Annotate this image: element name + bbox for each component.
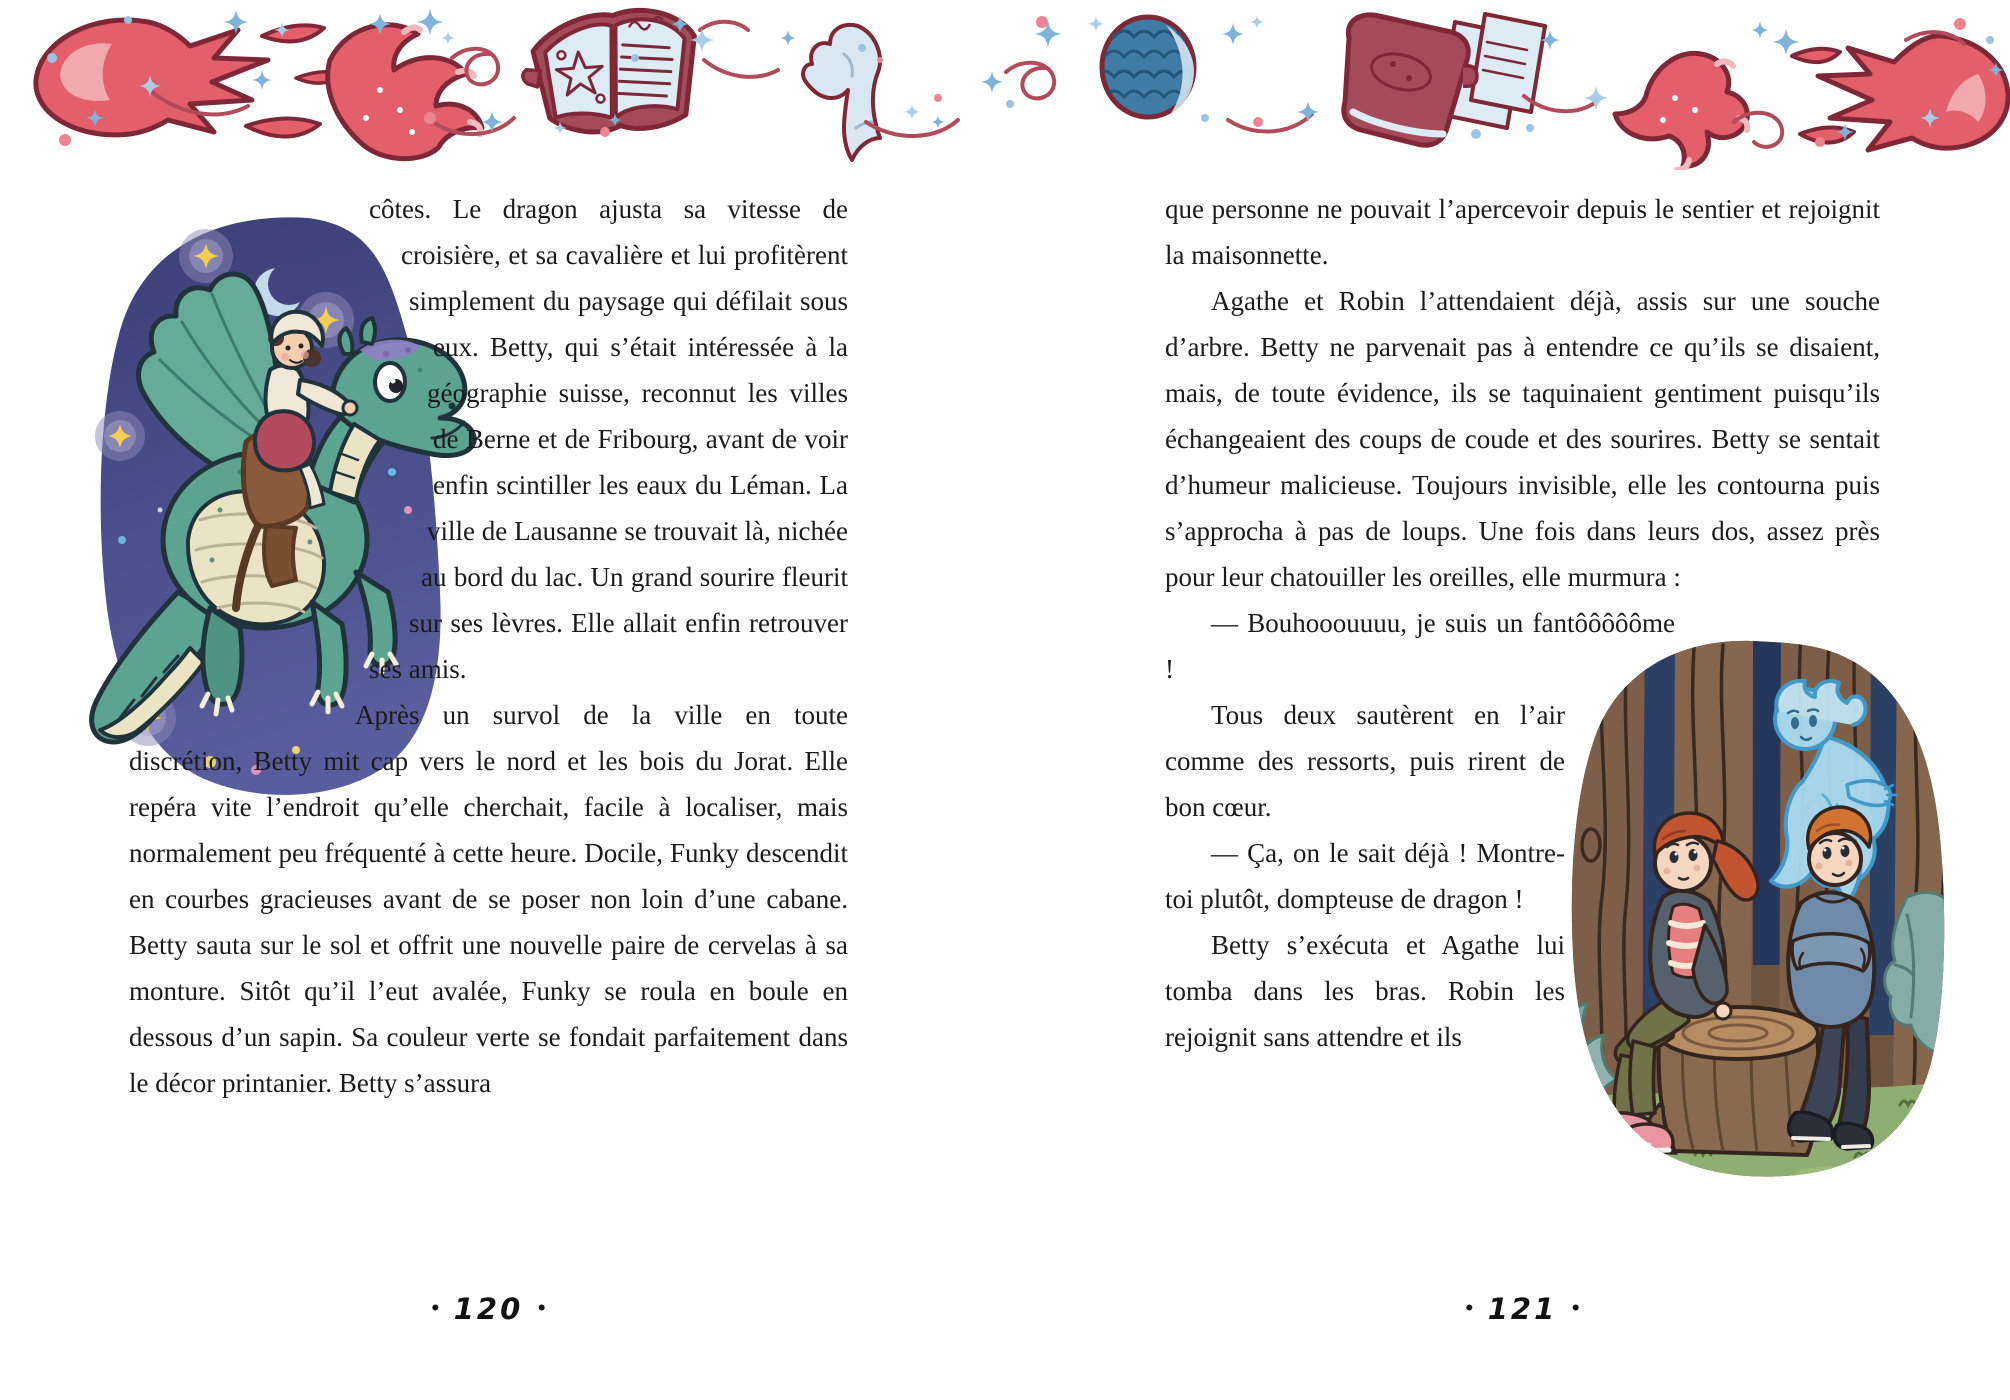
body-paragraph: Tous deux sautèrent en l’air comme des ressorts, puis rirent de bon cœur. (1165, 700, 1565, 822)
dragon-egg-icon (1094, 17, 1194, 117)
flame-comet-icon (36, 20, 342, 137)
dialogue-paragraph: — Bouhooouuuu, je suis un fantôôôôôme ! (1165, 608, 1675, 684)
body-paragraph: Agathe et Robin l’attendaient déjà, assis sur une souche d’arbre. Betty ne parvenait pas à entendre ce qu’ils se disaient, mais, de toute évidence, ils se taquinaient gentiment puisqu’ils échangeaient des coups de coude et des sourires. Betty se sentait d’humeur malicieuse. Toujours invisible, elle les contourna puis s’approcha à pas de loups. Une fois dans leurs dos, assez près pour leur chatouiller les oreilles, elle murmura : (1165, 286, 1880, 592)
closed-book-icon (1344, 14, 1545, 145)
body-paragraph: Après un survol de la ville en toute discrétion, Betty mit cap vers le nord et les bois du Jorat. Elle repéra vite l’endroit qu’elle cherchait, facile à localiser, mais normalement peu fréquenté à cette heure. Docile, Funky descendit en courbes gracieuses avant de se poser non loin d’une cabane. Betty sauta sur le sol et offrit une nouvelle paire de cervelas à sa monture. Sitôt qu’il l’eut avalée, Funky se roula en boule en dessous d’un sapin. Sa couleur verte se fondait parfaitement dans le décor printanier. Betty s’assura (129, 700, 848, 1098)
white-dragon-icon (803, 25, 880, 160)
page-number-value: 120 (453, 1292, 524, 1326)
dialogue-paragraph: — Ça, on le sait déjà ! Montre-toi plutôt, dompteuse de dragon ! (1165, 838, 1565, 914)
page-number-value: 121 (1487, 1292, 1558, 1326)
body-paragraph: Betty s’exécuta et Agathe lui tomba dans les bras. Robin les rejoignit sans attendre et ils (1165, 930, 1565, 1052)
body-paragraph: que personne ne pouvait l’apercevoir depuis le sentier et rejoignit la maisonnette. (1165, 194, 1880, 270)
text-wrap-spacer (1565, 600, 1880, 1198)
open-spellbook-icon (519, 6, 701, 136)
red-dragon-icon (328, 25, 482, 159)
page-number-dot: • (1570, 1299, 1582, 1319)
page-number-dot: • (1463, 1299, 1475, 1319)
flame-comet-right-icon (1792, 36, 2008, 150)
page-number-right (1165, 1292, 1880, 1326)
page-number-left (129, 1292, 848, 1326)
body-paragraph: côtes. Le dragon ajusta sa vitesse de croisière, et sa cavalière et lui profitèrent simplement du paysage qui défilait sous eux. Betty, qui s’était intéressée à la géographie suisse, reconnut les villes de Berne et de Fribourg, avant de voir enfin scintiller les eaux du Léman. La ville de Lausanne se trouvait là, nichée au bord du lac. Un grand sourire fleurit sur ses lèvres. Elle allait enfin retrouver ses amis. (369, 194, 848, 684)
right-page (1165, 186, 1880, 1198)
page-number-dot: • (536, 1299, 548, 1319)
red-bird-dragon-icon (1615, 53, 1747, 170)
left-page (129, 186, 848, 1106)
decorative-top-border (0, 0, 2010, 170)
page-number-dot: • (429, 1299, 441, 1319)
